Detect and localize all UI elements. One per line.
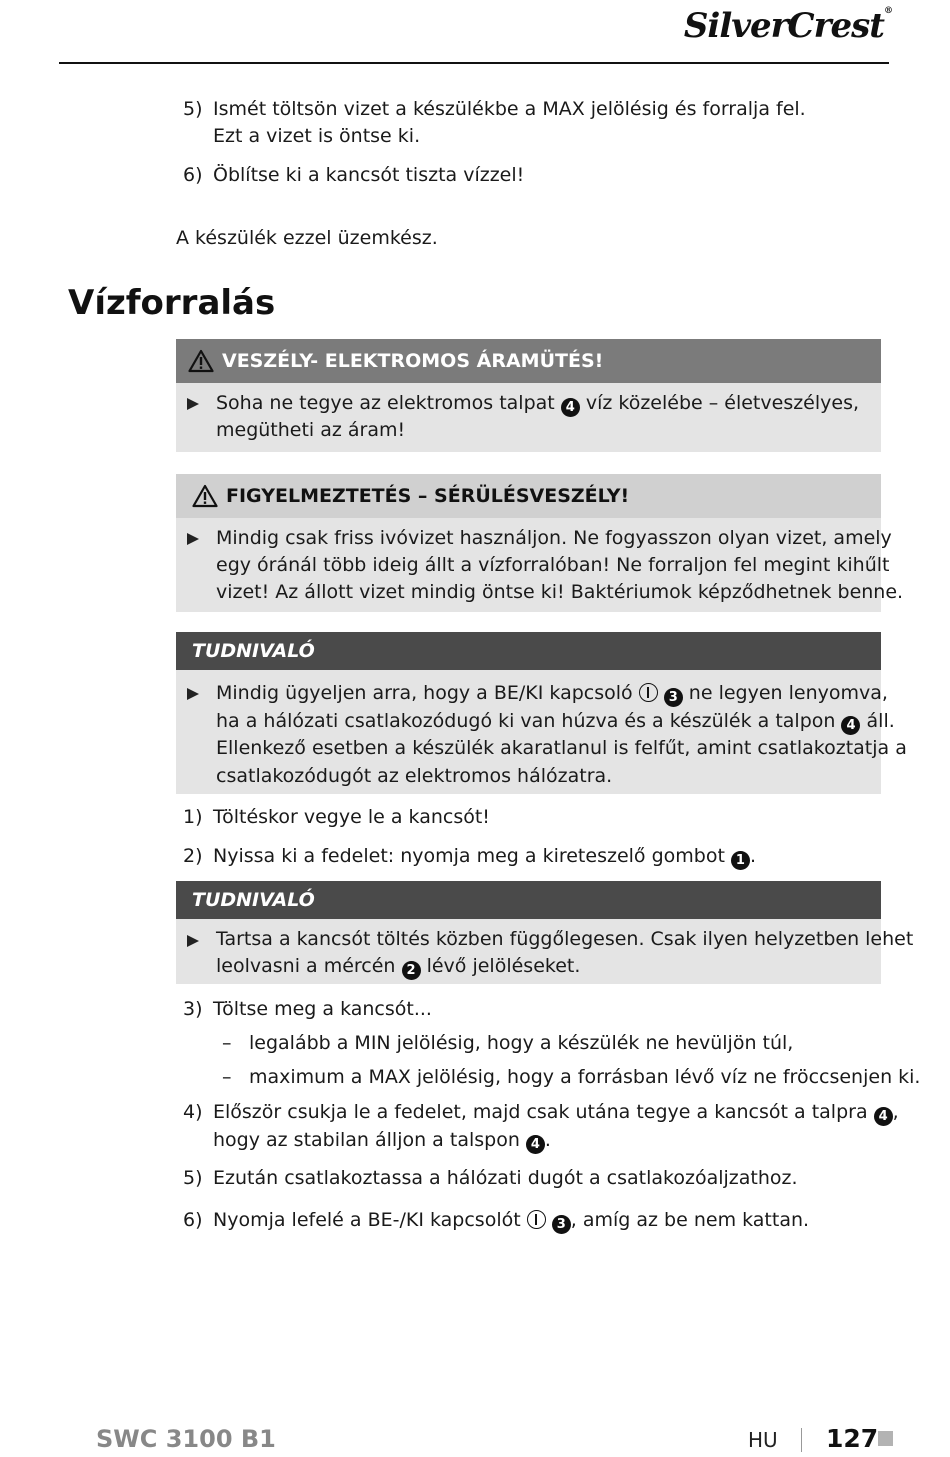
bullet-arrow-icon xyxy=(187,533,199,545)
ref-number-icon: 4 xyxy=(526,1135,545,1154)
header-rule xyxy=(59,62,889,64)
warning-triangle-icon xyxy=(188,349,214,373)
ref-number-icon: 3 xyxy=(664,688,683,707)
bullet-arrow-icon xyxy=(187,935,199,947)
note1-text-3: Ellenkező esetben a készülék akaratlanul is felfűt, amint csatlakoztatja a xyxy=(216,737,907,759)
danger-title: VESZÉLY- ELEKTROMOS ÁRAMÜTÉS! xyxy=(222,350,604,372)
note-title: TUDNIVALÓ xyxy=(192,889,315,911)
note-header xyxy=(176,881,881,919)
bullet-arrow-icon xyxy=(187,688,199,700)
brand-logo: SilverCrest® xyxy=(683,6,892,46)
warning-text-3: vizet! Az állott vizet mindig öntse ki! Baktériumok képződhetnek benne. xyxy=(216,581,904,603)
dash-item-2: – maximum a MAX jelölésig, hogy a forrásban lévő víz ne fröccsenjen ki. xyxy=(222,1066,921,1088)
warning-box xyxy=(176,474,904,612)
section-title: Vízforralás xyxy=(68,283,276,323)
power-switch-icon xyxy=(527,1210,546,1229)
note-box xyxy=(176,632,907,794)
warning-text-1: Mindig csak friss ivóvizet használjon. Ne fogyasszon olyan vizet, amely xyxy=(216,527,892,549)
danger-header xyxy=(176,339,881,383)
ready-text: A készülék ezzel üzemkész. xyxy=(176,227,438,249)
danger-text-1: Soha ne tegye az elektromos talpat 4 víz közelébe – életveszélyes, xyxy=(216,392,860,415)
danger-box xyxy=(176,339,881,452)
footer-language: HU xyxy=(748,1428,778,1452)
dash-item-1: – legalább a MIN jelölésig, hogy a készülék ne hevüljön túl, xyxy=(222,1032,794,1054)
ref-number-icon: 4 xyxy=(561,398,580,417)
note-header xyxy=(176,632,881,670)
warning-triangle-icon xyxy=(192,484,218,508)
warning-header xyxy=(176,474,881,518)
warning-text-2: egy óránál több ideig állt a vízforralóban! Ne forraljon fel megint kihűlt xyxy=(216,554,890,576)
page-number: 127 xyxy=(826,1424,879,1453)
danger-text-2: megütheti az áram! xyxy=(216,419,406,441)
note2-text-2: leolvasni a mércén 2 lévő jelöléseket. xyxy=(216,955,581,978)
ref-number-icon: 1 xyxy=(731,851,750,870)
footer-divider xyxy=(801,1428,802,1452)
footer-square-icon xyxy=(878,1431,893,1446)
power-switch-icon xyxy=(639,683,658,702)
note1-text-1: Mindig ügyeljen arra, hogy a BE/KI kapcsoló 3 ne legyen lenyomva, xyxy=(216,682,888,705)
note1-text-4: csatlakozódugót az elektromos hálózatra. xyxy=(216,765,613,787)
warning-title: FIGYELMEZTETÉS – SÉRÜLÉSVESZÉLY! xyxy=(226,485,630,507)
footer-model: SWC 3100 B1 xyxy=(96,1425,276,1453)
ref-number-icon: 2 xyxy=(402,961,421,980)
note-box xyxy=(176,881,914,984)
note2-text-1: Tartsa a kancsót töltés közben függőlegesen. Csak ilyen helyzetben lehet xyxy=(216,928,914,950)
ref-number-icon: 3 xyxy=(552,1215,571,1234)
ref-number-icon: 4 xyxy=(874,1107,893,1126)
note-title: TUDNIVALÓ xyxy=(192,640,315,662)
bullet-arrow-icon xyxy=(187,398,199,410)
ref-number-icon: 4 xyxy=(841,716,860,735)
note1-text-2: ha a hálózati csatlakozódugó ki van húzva és a készülék a talpon 4 áll. xyxy=(216,710,895,733)
